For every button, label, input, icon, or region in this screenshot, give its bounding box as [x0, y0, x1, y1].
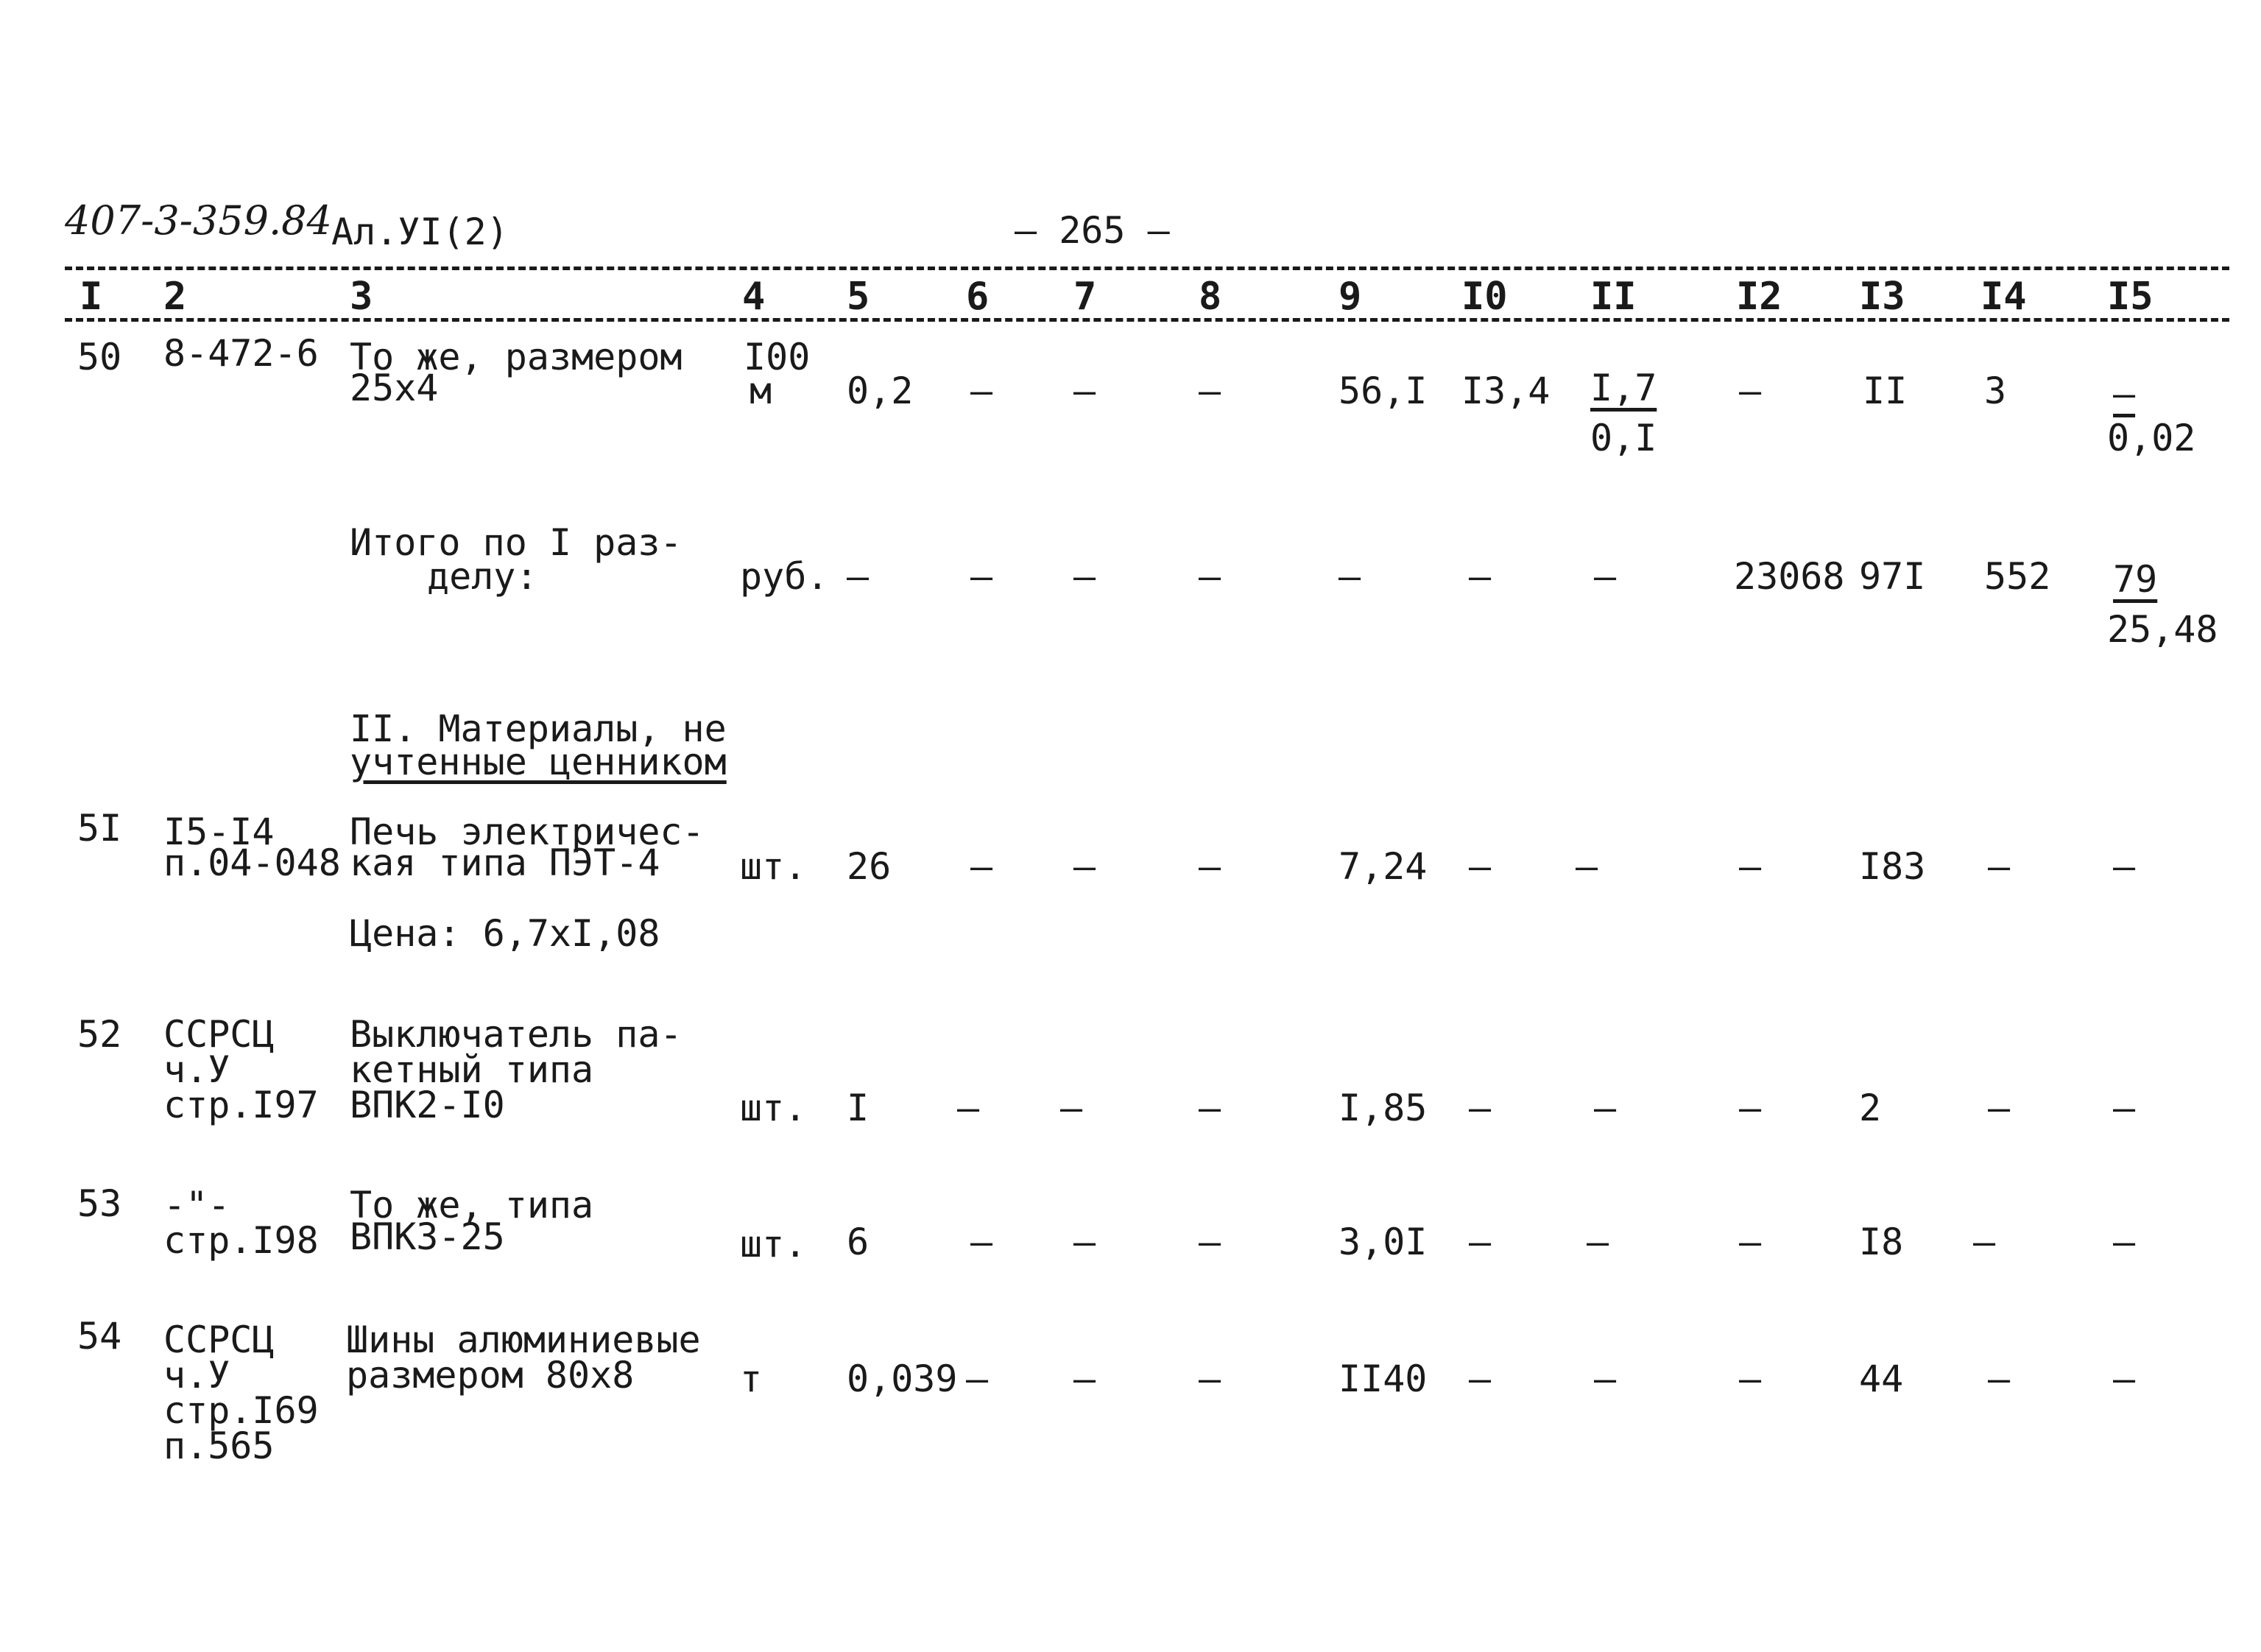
- column-number: I: [80, 275, 103, 319]
- column-number: 4: [742, 275, 766, 319]
- cell-value: I8: [1859, 1221, 1904, 1263]
- row-name: ВПК3-25: [350, 1215, 505, 1258]
- cell-value: 6: [847, 1221, 870, 1263]
- cell-value: –: [1469, 1358, 1492, 1400]
- cell-value: I3,4: [1461, 370, 1551, 412]
- cell-value: –: [1073, 1358, 1096, 1400]
- cell-value: –: [1199, 845, 1221, 888]
- row-reference: п.565: [163, 1425, 275, 1467]
- cell-value: –: [970, 845, 993, 888]
- row-unit: I00: [744, 336, 811, 378]
- row-name: кая типа ПЭТ-4: [350, 841, 660, 884]
- cell-value: –: [1469, 845, 1492, 888]
- row-name: размером 80х8: [346, 1354, 635, 1397]
- row-unit: м: [749, 370, 772, 412]
- cell-value: –: [2113, 1221, 2136, 1263]
- cell-value: –: [2113, 1358, 2136, 1400]
- column-number: I3: [1859, 275, 1905, 319]
- row-name: кетный типа: [350, 1048, 594, 1091]
- cell-value: –: [1739, 1358, 1762, 1400]
- column-number: I4: [1980, 275, 2027, 319]
- row-reference: I5-I4: [163, 811, 275, 853]
- cell-value: I: [847, 1087, 870, 1129]
- total-label: Итого по I раз-: [350, 521, 682, 564]
- cell-value-numerator: I,7: [1590, 367, 1657, 409]
- page-number: – 265 –: [1015, 209, 1170, 252]
- total-label: делу:: [427, 555, 538, 598]
- row-number: 54: [77, 1315, 122, 1358]
- cell-value-denominator: 25,48: [2107, 608, 2218, 651]
- cell-value: –: [970, 370, 993, 412]
- cell-value: –: [966, 1358, 989, 1400]
- row-reference: п.04-048: [163, 841, 341, 884]
- album-reference: Ал.УI(2): [331, 211, 509, 253]
- row-reference: стр.I98: [163, 1219, 319, 1262]
- row-number: 50: [77, 336, 122, 378]
- row-number: 5I: [77, 807, 122, 850]
- cell-value: –: [1988, 1087, 2011, 1129]
- cell-value: –: [1739, 1221, 1762, 1263]
- row-unit: шт.: [740, 1087, 807, 1129]
- column-number: I5: [2107, 275, 2154, 319]
- cell-value: 7,24: [1338, 845, 1428, 888]
- cell-value: –: [1739, 370, 1762, 412]
- row-reference: 8-472-6: [163, 332, 319, 375]
- cell-value: 23068: [1734, 555, 1845, 598]
- cell-value: –: [1576, 845, 1598, 888]
- cell-value: –: [1199, 555, 1221, 598]
- row-unit: руб.: [740, 555, 829, 598]
- cell-value: I,85: [1338, 1087, 1428, 1129]
- column-number: 5: [847, 275, 870, 319]
- cell-value: –: [1594, 555, 1617, 598]
- cell-value: –: [1199, 1087, 1221, 1129]
- cell-value: 44: [1859, 1358, 1904, 1400]
- column-number: 9: [1338, 275, 1362, 319]
- header-divider: [65, 318, 2229, 322]
- cell-value: –: [1469, 555, 1492, 598]
- top-divider: [65, 266, 2229, 270]
- cell-value-numerator: 79: [2113, 558, 2158, 601]
- cell-value: –: [957, 1087, 980, 1129]
- cell-value: –: [1199, 370, 1221, 412]
- cell-value: 552: [1984, 555, 2051, 598]
- cell-value: –: [847, 555, 870, 598]
- cell-value: –: [1739, 1087, 1762, 1129]
- row-price: Цена: 6,7хI,08: [350, 912, 660, 955]
- cell-value: –: [970, 1221, 993, 1263]
- cell-value: 0,039: [847, 1358, 958, 1400]
- cell-value: –: [1469, 1221, 1492, 1263]
- column-number: 3: [350, 275, 373, 319]
- cell-value: II40: [1338, 1358, 1428, 1400]
- row-reference: ч.У: [163, 1354, 230, 1397]
- cell-value: 56,I: [1338, 370, 1428, 412]
- row-reference: ССРСЦ: [163, 1319, 275, 1361]
- cell-value: –: [1988, 845, 2011, 888]
- column-number: 7: [1073, 275, 1097, 319]
- cell-value: –: [1469, 1087, 1492, 1129]
- column-number: II: [1590, 275, 1637, 319]
- cell-value-denominator: 0,I: [1590, 417, 1657, 459]
- cell-value: 2: [1859, 1087, 1882, 1129]
- row-name: 25х4: [350, 367, 439, 409]
- cell-value: –: [1199, 1358, 1221, 1400]
- row-name: ВПК2-I0: [350, 1084, 505, 1126]
- column-number: 2: [163, 275, 187, 319]
- cell-value: –: [1973, 1221, 1996, 1263]
- column-number: I2: [1736, 275, 1782, 319]
- cell-value: –: [1073, 1221, 1096, 1263]
- cell-value-denominator: 0,02: [2107, 417, 2196, 459]
- cell-value: –: [1060, 1087, 1083, 1129]
- row-name: То же, размером: [350, 336, 682, 378]
- cell-value: –: [1073, 555, 1096, 598]
- document-code: 407-3-359.84: [65, 197, 332, 244]
- row-name: Выключатель па-: [350, 1013, 682, 1056]
- row-name: Шины алюминиевые: [346, 1319, 701, 1361]
- row-unit: шт.: [740, 1223, 807, 1266]
- section-title: учтенные ценником: [350, 741, 727, 783]
- cell-value: –: [1073, 845, 1096, 888]
- cell-value-numerator: –: [2113, 373, 2136, 415]
- column-number: 8: [1199, 275, 1222, 319]
- row-reference: стр.I97: [163, 1084, 319, 1126]
- cell-value: –: [1073, 370, 1096, 412]
- cell-value: –: [1338, 555, 1361, 598]
- cell-value: I83: [1859, 845, 1926, 888]
- cell-value: 3: [1984, 370, 2007, 412]
- cell-value: II: [1863, 370, 1908, 412]
- cell-value: –: [2113, 845, 2136, 888]
- row-unit: т: [740, 1358, 763, 1400]
- row-reference: стр.I69: [163, 1389, 319, 1432]
- cell-value: –: [1594, 1087, 1617, 1129]
- cell-value: 0,2: [847, 370, 914, 412]
- row-name: Печь электричес-: [350, 811, 705, 853]
- column-number: I0: [1461, 275, 1508, 319]
- row-reference: ч.У: [163, 1048, 230, 1091]
- row-reference: -"-: [163, 1184, 230, 1226]
- row-name: То же, типа: [350, 1184, 594, 1226]
- cell-value: 3,0I: [1338, 1221, 1428, 1263]
- cell-value: –: [1594, 1358, 1617, 1400]
- cell-value: 26: [847, 845, 892, 888]
- cell-value: –: [1988, 1358, 2011, 1400]
- cell-value: 97I: [1859, 555, 1926, 598]
- section-title: II. Материалы, не: [350, 707, 727, 750]
- row-reference: ССРСЦ: [163, 1013, 275, 1056]
- cell-value: –: [1739, 845, 1762, 888]
- row-number: 53: [77, 1182, 122, 1225]
- cell-value: –: [2113, 1087, 2136, 1129]
- column-number: 6: [966, 275, 990, 319]
- row-number: 52: [77, 1013, 122, 1056]
- cell-value: –: [1199, 1221, 1221, 1263]
- cell-value: –: [1587, 1221, 1609, 1263]
- cell-value: –: [970, 555, 993, 598]
- row-unit: шт.: [740, 845, 807, 888]
